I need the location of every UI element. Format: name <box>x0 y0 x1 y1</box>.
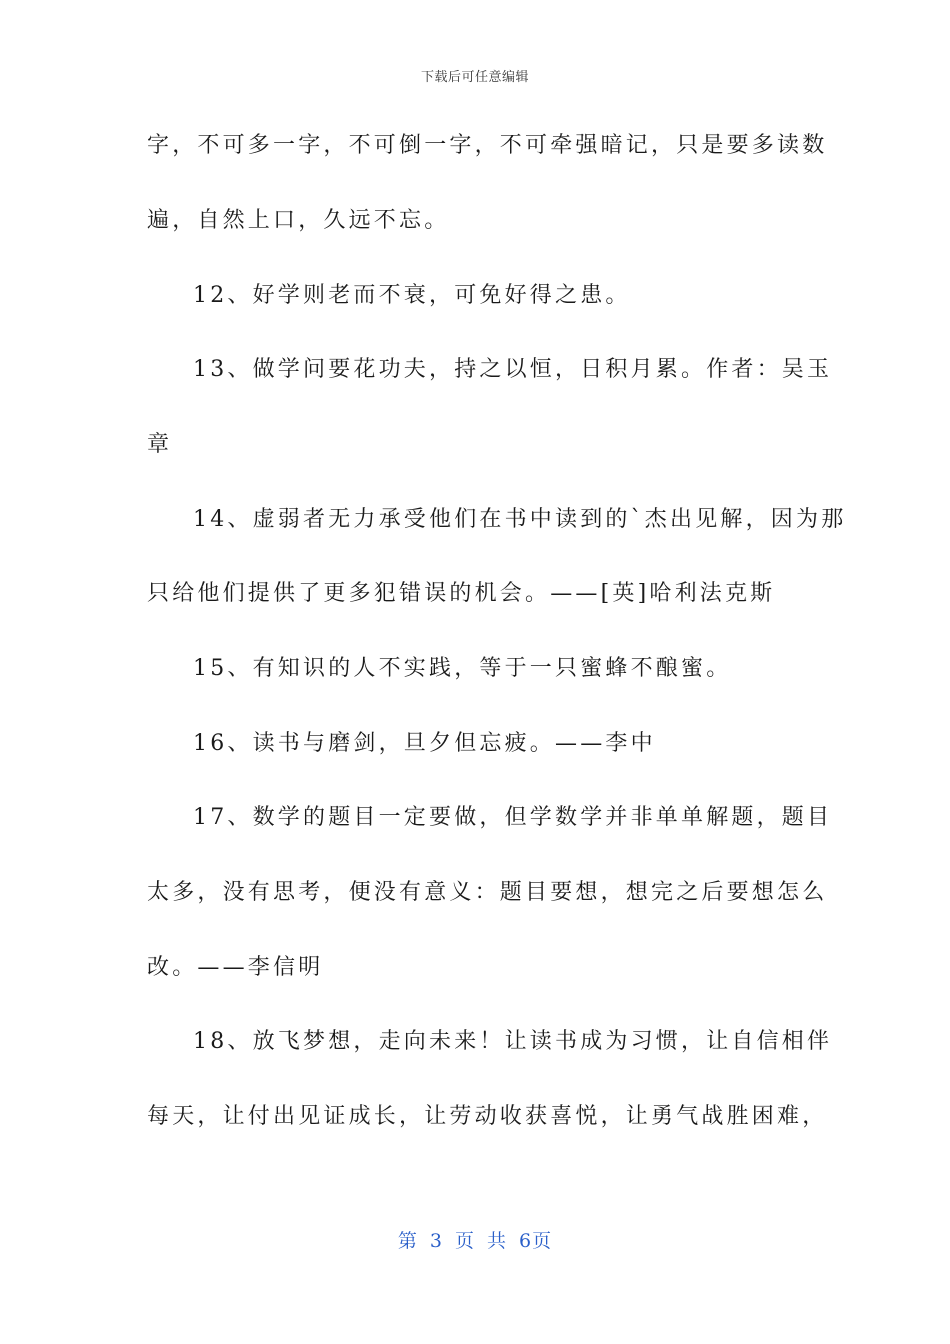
text-line: 章 <box>147 432 173 457</box>
footer-label-page: 第 <box>397 1230 418 1252</box>
text-line: 15、有知识的人不实践，等于一只蜜蜂不酿蜜。 <box>193 656 732 681</box>
page-footer <box>0 1226 950 1253</box>
text-line: 太多，没有思考，便没有意义：题目要想，想完之后要想怎么 <box>147 880 828 905</box>
text-line: 字，不可多一字，不可倒一字，不可牵强暗记，只是要多读数 <box>147 133 828 158</box>
page-header: 下载后可任意编辑 <box>420 70 529 85</box>
text-line: 只给他们提供了更多犯错误的机会。——[英]哈利法克斯 <box>147 581 776 606</box>
text-line: 每天，让付出见证成长，让劳动收获喜悦，让勇气战胜困难， <box>147 1104 828 1129</box>
footer-current-page: 3 <box>429 1230 443 1252</box>
text-line: 17、数学的题目一定要做，但学数学并非单单解题，题目 <box>193 805 833 830</box>
footer-label-ye: 页 <box>454 1230 475 1252</box>
text-line: 16、读书与磨剑，旦夕但忘疲。——李中 <box>193 731 656 756</box>
text-line: 遍，自然上口，久远不忘。 <box>147 208 450 233</box>
text-line: 18、放飞梦想，走向未来！让读书成为习惯，让自信相伴 <box>193 1029 833 1054</box>
text-line: 12、好学则老而不衰，可免好得之患。 <box>193 283 631 308</box>
text-line: 14、虚弱者无力承受他们在书中读到的`杰出见解，因为那 <box>193 507 847 532</box>
text-line: 13、做学问要花功夫，持之以恒，日积月累。作者：吴玉 <box>193 357 833 382</box>
footer-label-total: 共 <box>487 1230 508 1252</box>
text-line: 改。——李信明 <box>147 955 324 980</box>
footer-total-pages: 6页 <box>519 1230 553 1252</box>
